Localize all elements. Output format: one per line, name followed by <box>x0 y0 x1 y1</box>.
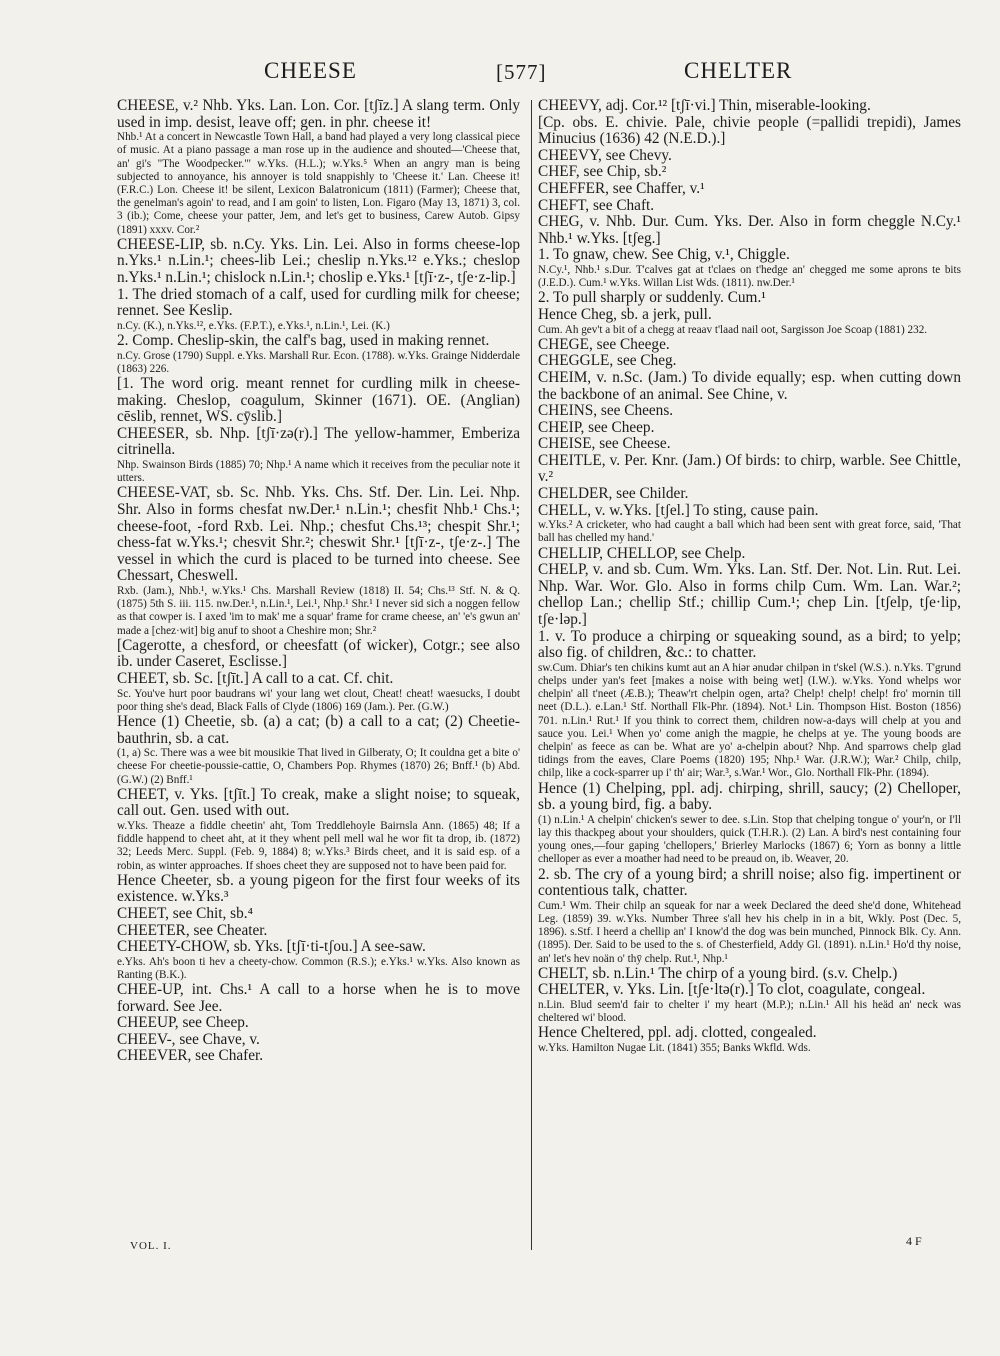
entry-paragraph: CHEESER, sb. Nhp. [tʃī·zə(r).] The yellow-hammer, Emberiza citrinella. <box>117 424 520 459</box>
header-left-word: CHEESE <box>264 58 357 83</box>
entry-paragraph: CHEIM, v. n.Sc. (Jam.) To divide equally; esp. when cutting down the backbone of an animal. See Chine, v. <box>538 368 961 403</box>
entry-paragraph: [Cp. obs. E. chivie. Pale, chivie people (=pallidi trepidi), James Minucius (1636) 42 (N.E.D.).] <box>538 113 961 148</box>
entry-paragraph: CHEF, see Chip, sb.² <box>538 163 667 181</box>
entry-paragraph: CHEFT, see Chaft. <box>538 196 655 214</box>
entry-paragraph: CHEET, see Chit, sb.⁴ <box>117 904 253 922</box>
entry-paragraph: CHELTER, v. Yks. Lin. [tʃe·ltə(r).] To clot, coagulate, congeal. <box>538 981 926 999</box>
entry-paragraph: CHEG, v. Nhb. Dur. Cum. Yks. Der. Also in form cheggle N.Cy.¹ Nhb.¹ w.Yks. [tʃeg.] <box>538 213 961 247</box>
citation-paragraph: Nhb.¹ At a concert in Newcastle Town Hall, a band had played a very long classical piece of music. At a piano passage a man rose up in the audience and shouted—'Cheese that, an' gi's "The Woodpecker."' w.Yks. (H.L.); w.Yks.⁵ When an angry man is being subjected to annoyance, his annoyer is told snappishly to 'Cheese it.' Lan. Cheese it! (F.R.C.) Lon. Cheese it! be silent, Lexicon Balatronicum (1811) (Farmer); Cheese that, the genelman's agoin' to read, and I am goin' to listen, Lon. Figaro (May 13, 1871) 3, col. 3 (ib.); Come, cheese your patter, Jem, and let's get to business, Carew Autob. Gipsy (1891) xxxv. Cor.² <box>117 131 520 236</box>
citation-paragraph: n.Cy. (K.), n.Yks.¹², e.Yks. (F.P.T.), e.Yks.¹, n.Lin.¹, Lei. (K.) <box>117 319 390 332</box>
citation-paragraph: N.Cy.¹, Nhb.¹ s.Dur. T'calves gat at t'claes on t'hedge an' chegged me some aprons te bits (J.E.D.). Cum.¹ w.Yks. Willan List Wds. (1811). nw.Der.¹ <box>538 263 961 290</box>
citation-paragraph: Cum. Ah gev't a bit of a chegg at reaav t'laad nail oot, Sargisson Joe Scoap (1881) 232. <box>538 323 928 336</box>
entry-paragraph: CHEEUP, see Cheep. <box>117 1014 249 1032</box>
entry-paragraph: [Cagerotte, a chesford, or cheesfatt (of wicker), Cotgr.; see also ib. under Caseret, Esclisse.] <box>117 636 520 671</box>
citation-paragraph: Sc. You've hurt poor baudrans wi' your lang wet clout, Cheat! cheat! waesucks, I doubt poor thing she's dead, Black Falls of Clyde (1806) 169 (Jam.). Per. (G.W.) <box>117 687 520 713</box>
entry-paragraph: CHEE-UP, int. Chs.¹ A call to a horse when he is to move forward. See Jee. <box>117 981 520 1015</box>
citation-paragraph: n.Cy. Grose (1790) Suppl. e.Yks. Marshall Rur. Econ. (1788). w.Yks. Grainge Nidderdale (1863) 226. <box>117 349 520 375</box>
entry-paragraph: 2. sb. The cry of a young bird; a shrill noise; also fig. impertinent or contentious talk, chatter. <box>538 865 961 900</box>
entry-paragraph: CHEISE, see Cheese. <box>538 435 671 453</box>
entry-paragraph: CHEESE-VAT, sb. Sc. Nhb. Yks. Chs. Stf. Der. Lin. Lei. Nhp. Shr. Also in forms chesfat nw.Der.¹ n.Lin.¹; chesfit Nhb.¹ Chs.¹; cheese-foot, -ford Rxb. Lei. Nhp.; chesfut Chs.¹³; chespit Shr.¹; chess-fat w.Yks.¹; chesvit Shr.²; cheswit Shr.¹ [tʃī·z-, tʃe·z-.] The vessel in which the curd is placed to be turned into cheese. See Chessart, Cheswell. <box>117 484 520 585</box>
entry-paragraph: CHELL, v. w.Yks. [tʃel.] To sting, cause pain. <box>538 501 819 519</box>
entry-paragraph: CHEIP, see Cheep. <box>538 418 655 436</box>
entry-paragraph: [1. The word orig. meant rennet for curdling milk in cheese-making. Cheslop, coagulum, Skinner (1671). OE. (Anglian) cēslib, rennet, WS. cȳslib.] <box>117 374 520 426</box>
entry-paragraph: CHEINS, see Cheens. <box>538 402 674 420</box>
entry-paragraph: Hence (1) Chelping, ppl. adj. chirping, shrill, saucy; (2) Chelloper, sb. a young bird, fig. a baby. <box>538 779 961 814</box>
signature-mark: 4 F <box>906 1234 922 1248</box>
entry-paragraph: CHELDER, see Childer. <box>538 485 689 503</box>
entry-paragraph: Hence Cheltered, ppl. adj. clotted, congealed. <box>538 1024 817 1042</box>
citation-paragraph: Cum.¹ Wm. Their chilp an squeak for nar a week Declared the deed she'd done, Whitehead Leg. (1859) 39. w.Yks. Number Three s'all hev his chelp in in a bit, Wkly. Post (Dec. 5, 1896). s.Stf. I heerd a chellip an' I know'd the dog was bein munched, Pinnock Blk. Cy. Ann. (1895). Der. Said to be used to the s. of Chesterfield, Addy Gl. (1891). n.Lin.¹ Ho'd thy noise, an' let's hev noän o' thȳ chelp. Rut.¹, Nhp.¹ <box>538 899 961 965</box>
entry-paragraph: CHEEV-, see Chave, v. <box>117 1030 260 1048</box>
citation-paragraph: sw.Cum. Dhiar's ten chikins kumt aut an A hiər ənudər chilpən in t'skel (W.S.). n.Yks. T'grund chelps under yan's feet [makes a noise with being wet] (I.W.). w.Yks. Yond whelps wor chelpin' all t'neet (Æ.B.); Theaw'rt chelpin ogen, arta? Chelp! chelp! chelp! fro' mornin till neet (D.L.). e.Lan.¹ Stf. Northall Flk-Phr. (1894). Not.¹ Lin. Thompson Hist. Boston (1856) 701. n.Lin.¹ Rut.¹ If you think to correct them, children now-a-days will chelp at you and sauce you. Lei.¹ When yo' come anigh the magpie, he chelps at ye. The young boods are chelpin' as feece as can be. What are yo' a-chelpin about? Nhp. And sparrows chelp glad tidings from the eaves, Clare Poems (1820) 195; Nhp.¹ War. (J.R.W.); War.² Chilp, chilp, chilp, like a cock-sparrer up i' th' air; War.³, s.War.¹ Wor., Glo. Northall Flk-Phr. (1894). <box>538 661 961 780</box>
entry-paragraph: 2. To pull sharply or suddenly. Cum.¹ <box>538 289 766 307</box>
entry-paragraph: CHEETER, see Cheater. <box>117 921 268 939</box>
citation-paragraph: w.Yks. Hamilton Nugae Lit. (1841) 355; Banks Wkfld. Wds. <box>538 1042 811 1055</box>
citation-paragraph: n.Lin. Blud seem'd fair to chelter i' my heart (M.P.); n.Lin.¹ All his heäd an' neck was cheltered wi' blood. <box>538 999 961 1025</box>
entry-paragraph: CHEEVY, see Chevy. <box>538 146 672 164</box>
citation-paragraph: w.Yks. Theaze a fiddle cheetin' aht, Tom Treddlehoyle Bairnsla Ann. (1865) 48; If a fiddle happend to cheet aht, at it they whent pell mell wal he wor fit ta drop, ib. (1872) 32; Leeds Merc. Suppl. (Feb. 9, 1884) 8; w.Yks.³ Birds cheet, and it is said esp. of a robin, as winter approaches. If shoes cheet they are supposed not to have been paid for. <box>117 819 520 872</box>
right-column <box>538 98 961 1258</box>
entry-paragraph: CHEGE, see Cheege. <box>538 335 670 353</box>
entry-paragraph: Hence Cheeter, sb. a young pigeon for the first four weeks of its existence. w.Yks.³ <box>117 871 520 906</box>
entry-paragraph: 1. To gnaw, chew. See Chig, v.¹, Chiggle. <box>538 246 790 264</box>
entry-paragraph: CHEESE, v.² Nhb. Yks. Lan. Lon. Cor. [tʃīz.] A slang term. Only used in imp. desist, leave off; gen. in phr. cheese it! <box>117 98 520 131</box>
left-column <box>117 98 520 1258</box>
running-header <box>118 58 793 92</box>
citation-paragraph: e.Yks. Ah's boon ti hev a cheety-chow. Common (R.S.); e.Yks.¹ w.Yks. Also known as Ranting (B.K.). <box>117 955 520 981</box>
entry-paragraph: CHELT, sb. n.Lin.¹ The chirp of a young bird. (s.v. Chelp.) <box>538 964 898 982</box>
volume-label: VOL. I. <box>130 1240 172 1252</box>
column-divider <box>531 100 532 1250</box>
entry-paragraph: Hence Cheg, sb. a jerk, pull. <box>538 305 712 323</box>
citation-paragraph: (1) n.Lin.¹ A chelpin' chicken's sewer to dee. s.Lin. Stop that chelping tongue o' your'n, or I'll lay this thackpeg about your shoulders, quick (T.H.R.). (2) Lan. A bird's nest containing four young ones,—four gaping 'chellopers,' Brierley Marlocks (1867) 6; Yorn as bonny a little chelloper as ever a moather had need to be preaud on, ib. Weaver, 20. <box>538 813 961 866</box>
entry-paragraph: CHEITLE, v. Per. Knr. (Jam.) Of birds: to chirp, warble. See Chittle, v.² <box>538 451 961 486</box>
entry-paragraph: CHEESE-LIP, sb. n.Cy. Yks. Lin. Lei. Also in forms cheese-lop n.Yks.¹ n.Lin.¹; chees-lib Lei.; cheslip n.Yks.¹² e.Yks.; cheslop n.Yks.¹ n.Lin.¹; chislock n.Lin.¹; choslip e.Yks.¹ [tʃī·z-, tʃe·z-lip.] <box>117 235 520 286</box>
entry-paragraph: CHEET, v. Yks. [tʃīt.] To creak, make a slight noise; to squeak, call out. Gen. used with out. <box>117 785 520 820</box>
citation-paragraph: Rxb. (Jam.), Nhb.¹, w.Yks.¹ Chs. Marshall Review (1818) II. 54; Chs.¹³ Stf. N. & Q. (1875) 5th S. iii. 115. nw.Der.¹, n.Lin.¹, Lei.¹, Nhp.¹ Shr.¹ I never sid sich a noggen fellow as that cowper is. I axed 'im to mak' me a squar' frame for crame cheese, an' 'e's gwun an' made a [chez·wit] big anuf to shoot a Cheshire mon; Shr.² <box>117 584 520 637</box>
entry-paragraph: CHEET, sb. Sc. [tʃīt.] A call to a cat. Cf. chit. <box>117 669 394 687</box>
entry-paragraph: CHEFFER, see Chaffer, v.¹ <box>538 179 705 197</box>
entry-paragraph: 2. Comp. Cheslip-skin, the calf's bag, used in making rennet. <box>117 331 490 349</box>
citation-paragraph: Nhp. Swainson Birds (1885) 70; Nhp.¹ A name which it receives from the peculiar note it utters. <box>117 458 520 485</box>
entry-paragraph: 1. v. To produce a chirping or squeaking sound, as a bird; to yelp; also fig. of children, &c.: to chatter. <box>538 627 961 662</box>
header-right-word: CHELTER <box>684 58 793 83</box>
entry-paragraph: CHEETY-CHOW, sb. Yks. [tʃī·ti-tʃou.] A see-saw. <box>117 938 426 956</box>
entry-paragraph: CHEEVER, see Chafer. <box>117 1047 264 1065</box>
citation-paragraph: (1, a) Sc. There was a wee bit mousikie That lived in Gilberaty, O; It couldna get a bite o' cheese For cheetie-poussie-cattie, O, Chambers Pop. Rhymes (1870) 26; Bnff.¹ (b) Abd. (G.W.) (2) Bnff.¹ <box>117 747 520 786</box>
entry-paragraph: 1. The dried stomach of a calf, used for curdling milk for cheese; rennet. See Keslip. <box>117 285 520 320</box>
entry-paragraph: CHELLIP, CHELLOP, see Chelp. <box>538 544 746 562</box>
page-number: [577] <box>496 60 547 84</box>
entry-paragraph: CHEGGLE, see Cheg. <box>538 352 677 370</box>
entry-paragraph: CHEEVY, adj. Cor.¹² [tʃī·vi.] Thin, miserable-looking. <box>538 98 871 114</box>
entry-paragraph: Hence (1) Cheetie, sb. (a) a cat; (b) a call to a cat; (2) Cheetie-bauthrin, sb. a cat. <box>117 712 520 747</box>
citation-paragraph: w.Yks.² A cricketer, who had caught a ball which had been sent with great force, said, 'That ball has chelled my hand.' <box>538 519 961 545</box>
entry-paragraph: CHELP, v. and sb. Cum. Wm. Yks. Lan. Stf. Der. Not. Lin. Rut. Lei. Nhp. War. Wor. Glo. Also in forms chilp Cum. Wm. Lan. War.²; chellop Lan.; chellip Stf.; chillip Cum.¹; chep Lin. [tʃelp, tʃe·lip, tʃe·ləp.] <box>538 561 961 629</box>
